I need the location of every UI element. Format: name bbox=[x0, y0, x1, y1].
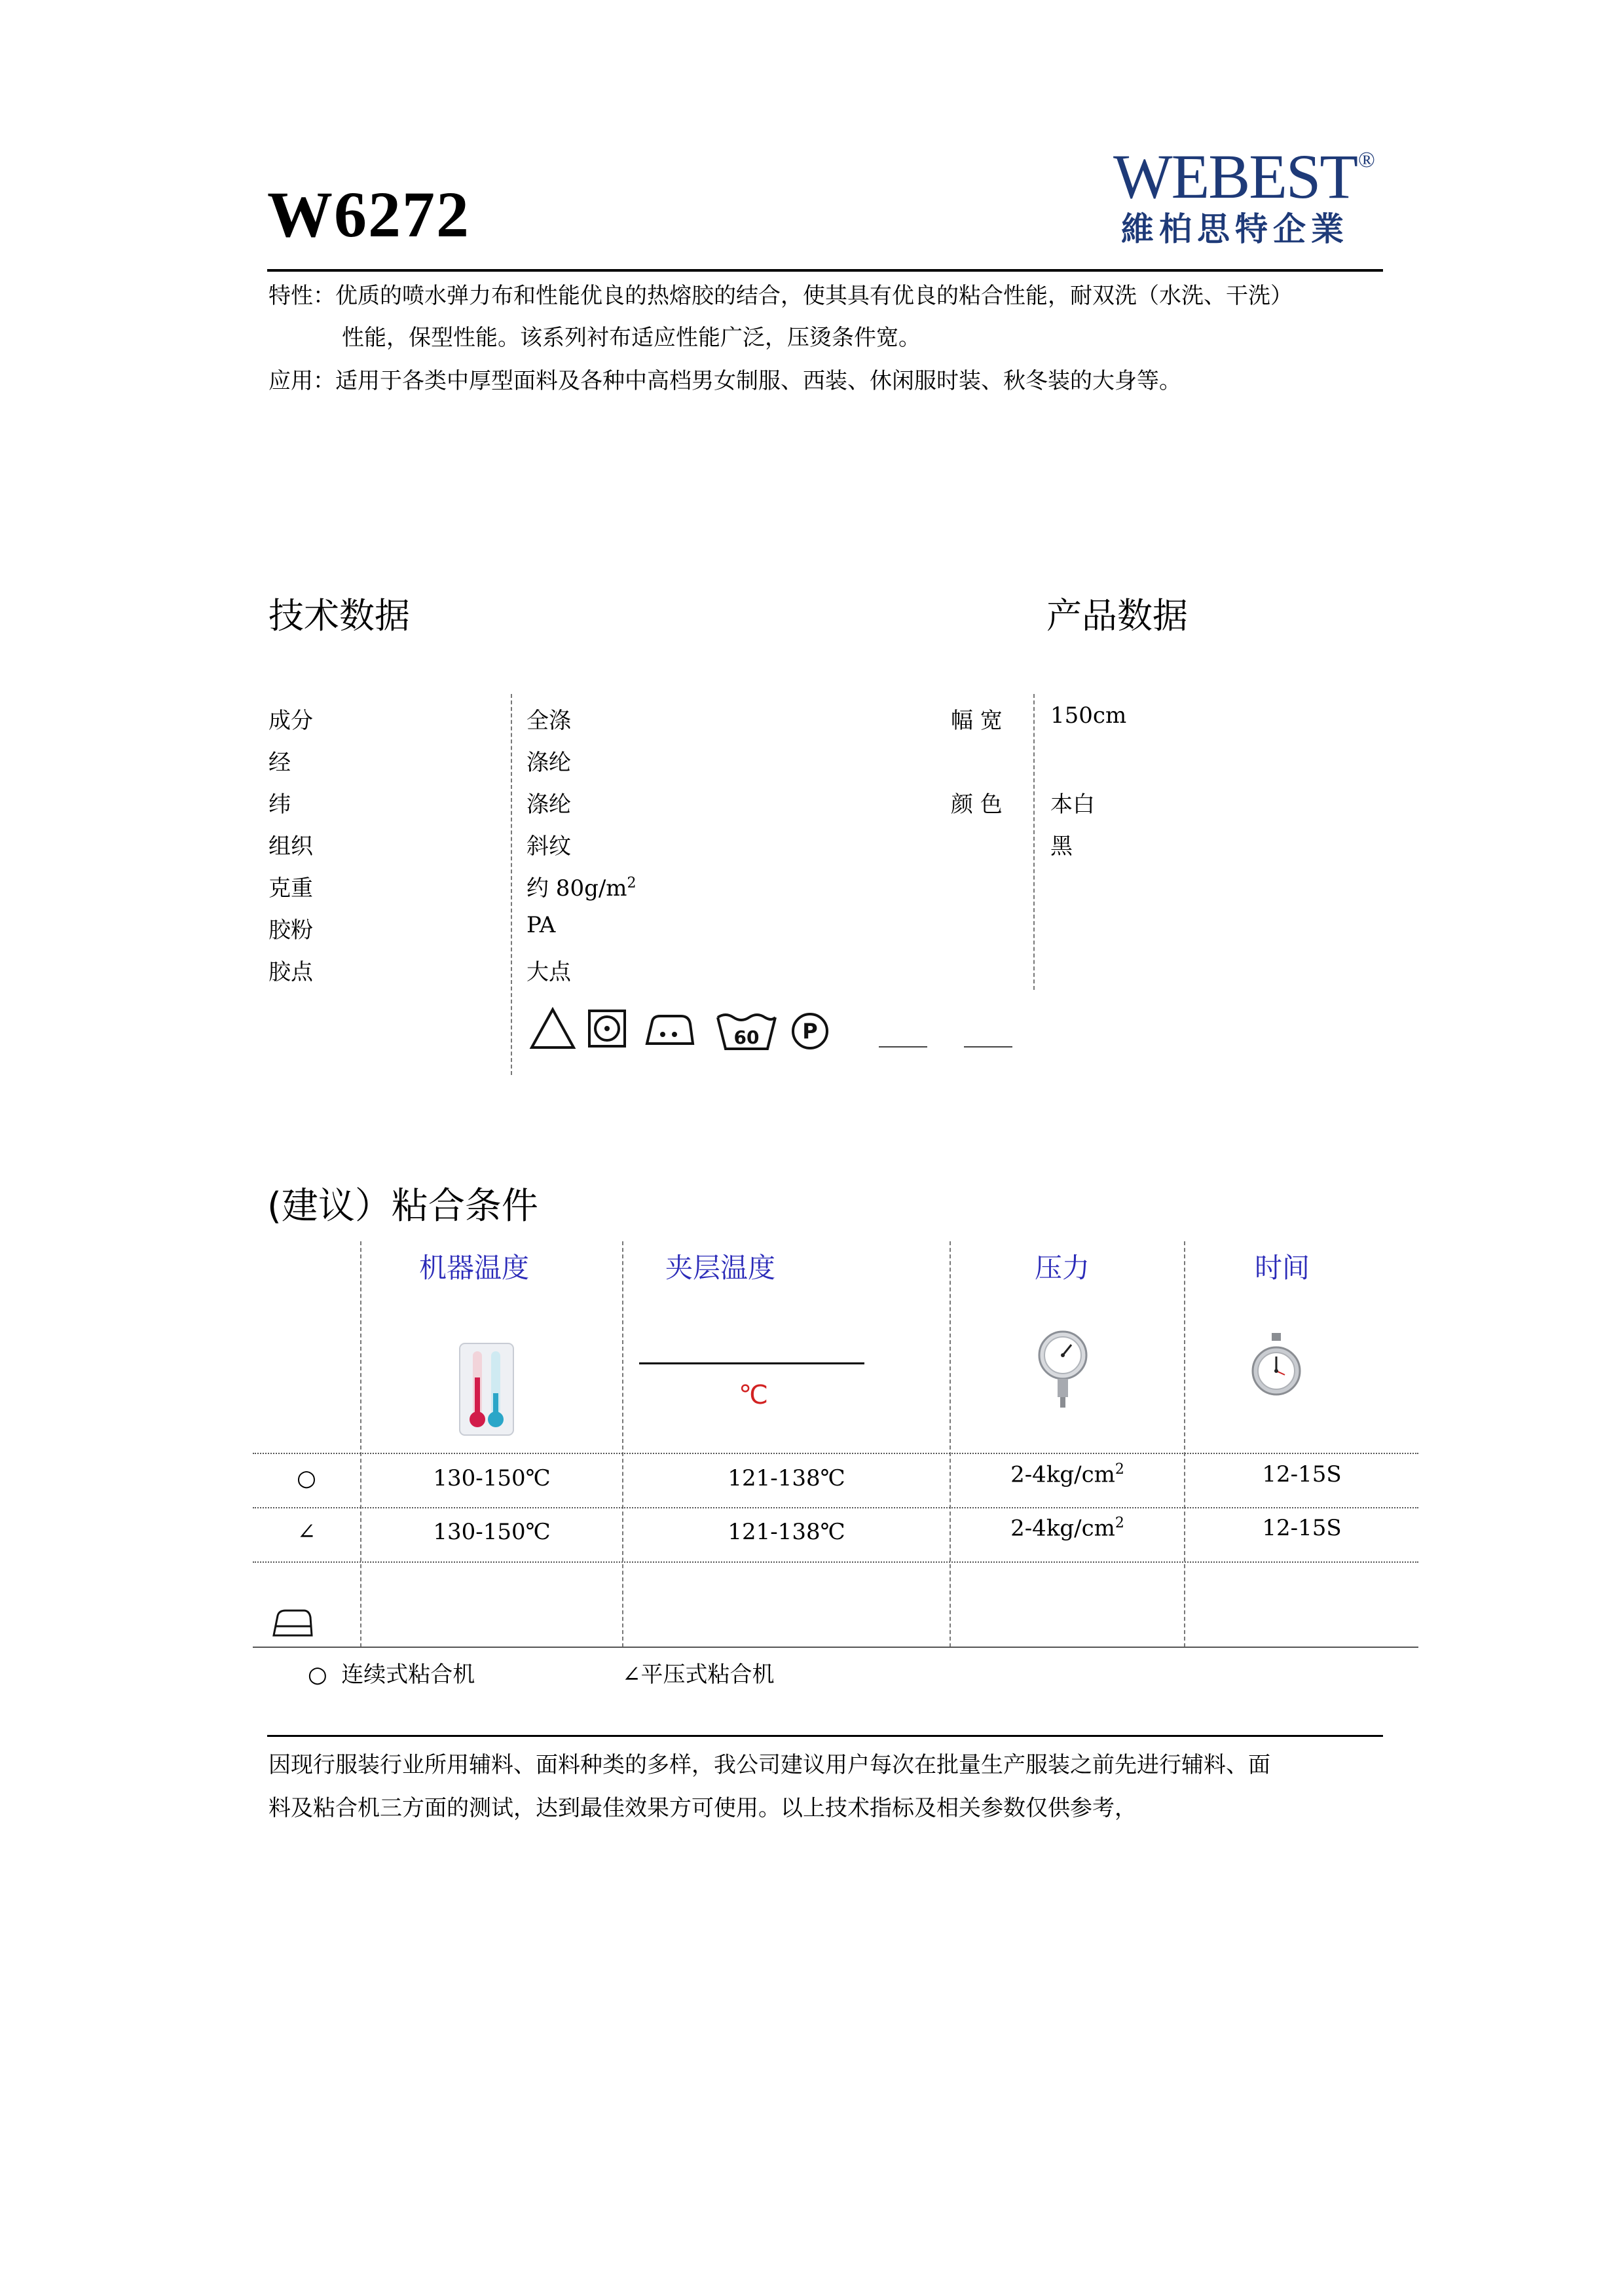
pressure-gauge-icon bbox=[1037, 1329, 1088, 1410]
features-line-1 bbox=[268, 283, 1293, 309]
tech-value-adhesive: PA bbox=[526, 912, 556, 938]
tech-value-weave: 斜纹 bbox=[526, 833, 571, 860]
row2-layer-temp: 121-138℃ bbox=[728, 1519, 845, 1545]
bleach-triangle-icon bbox=[528, 1006, 578, 1051]
tech-label-dot: 胶点 bbox=[268, 959, 313, 985]
tech-data-heading: 技术数据 bbox=[268, 595, 410, 636]
row1-layer-temp: 121-138℃ bbox=[728, 1465, 845, 1491]
wash-temp: 60 bbox=[733, 1027, 760, 1048]
tech-label-composition: 成分 bbox=[268, 708, 313, 734]
stopwatch-icon bbox=[1251, 1332, 1302, 1404]
tech-divider bbox=[511, 694, 512, 1075]
row2-pressure-sup: 2 bbox=[1115, 1515, 1124, 1531]
brand-logo bbox=[1113, 141, 1374, 211]
col-time: 时间 bbox=[1255, 1252, 1310, 1284]
row2-pressure bbox=[951, 1515, 1184, 1541]
col-layer-temp: 夹层温度 bbox=[665, 1252, 776, 1284]
row2-machine-temp: 130-150℃ bbox=[433, 1519, 551, 1545]
row1-symbol: ○ bbox=[297, 1465, 316, 1491]
bond-col-divider-4 bbox=[1184, 1241, 1185, 1647]
legend-symbol-1: ○ bbox=[308, 1662, 327, 1688]
legend-symbol-2: ∠ bbox=[622, 1662, 641, 1688]
tech-value-dot: 大点 bbox=[526, 959, 571, 985]
product-value-color-2: 黑 bbox=[1050, 833, 1073, 860]
tech-label-weft: 纬 bbox=[268, 792, 291, 818]
legend-text-2: 平压式粘合机 bbox=[640, 1662, 775, 1688]
care-blank-2 bbox=[964, 1046, 1012, 1048]
row1-pressure-value: 2-4kg/cm bbox=[1010, 1461, 1115, 1488]
tech-label-weight: 克重 bbox=[268, 875, 313, 902]
row2-time: 12-15S bbox=[1262, 1515, 1342, 1541]
bond-row-line-3 bbox=[253, 1561, 1418, 1563]
dry-clean-p-icon bbox=[790, 1011, 830, 1051]
row2-symbol: ∠ bbox=[297, 1519, 316, 1545]
celsius-symbol: ℃ bbox=[739, 1380, 768, 1410]
bond-row-line-4 bbox=[253, 1647, 1418, 1648]
dryclean-letter: P bbox=[802, 1019, 818, 1044]
logo-text-cn: 維柏思特企業 bbox=[1121, 210, 1349, 248]
thermometer-icon bbox=[458, 1341, 515, 1439]
bond-col-divider-3 bbox=[950, 1241, 951, 1647]
weight-sup: 2 bbox=[627, 875, 637, 892]
legend-continuous bbox=[308, 1656, 475, 1688]
tech-value-weft: 涤纶 bbox=[526, 792, 571, 818]
product-data-heading: 产品数据 bbox=[1046, 595, 1188, 636]
care-blank-1 bbox=[879, 1046, 927, 1048]
bonding-heading: (建议）粘合条件 bbox=[267, 1185, 538, 1228]
features-text-1: 优质的喷水弹力布和性能优良的热熔胶的结合，使其具有优良的粘合性能，耐双洗（水洗、干洗） bbox=[335, 283, 1293, 309]
product-code: W6272 bbox=[267, 178, 470, 251]
col-machine-temp: 机器温度 bbox=[419, 1252, 530, 1284]
row1-time: 12-15S bbox=[1262, 1461, 1342, 1487]
footer-divider bbox=[267, 1735, 1383, 1737]
tumble-dry-icon bbox=[587, 1008, 627, 1049]
product-value-width: 150cm bbox=[1050, 702, 1127, 729]
product-divider bbox=[1033, 694, 1035, 990]
row1-machine-temp: 130-150℃ bbox=[433, 1465, 551, 1491]
legend-flatbed bbox=[622, 1656, 775, 1688]
product-label-color: 颜 色 bbox=[951, 792, 1003, 818]
iron-two-dots-icon bbox=[643, 1012, 695, 1048]
bond-row-line-2 bbox=[253, 1507, 1418, 1508]
tech-label-weave: 组织 bbox=[268, 833, 313, 860]
row1-pressure bbox=[951, 1461, 1184, 1487]
header-divider bbox=[267, 269, 1383, 272]
application-line bbox=[268, 368, 1181, 394]
product-value-color-1: 本白 bbox=[1050, 792, 1095, 818]
row1-pressure-sup: 2 bbox=[1115, 1461, 1124, 1478]
features-text-2: 性能，保型性能。该系列衬布适应性能广泛，压烫条件宽。 bbox=[342, 325, 921, 351]
tech-value-warp: 涤纶 bbox=[526, 750, 571, 776]
tech-label-adhesive: 胶粉 bbox=[268, 917, 313, 943]
hand-iron-icon bbox=[271, 1608, 313, 1638]
row2-pressure-value: 2-4kg/cm bbox=[1010, 1515, 1115, 1542]
tech-value-composition: 全涤 bbox=[526, 708, 571, 734]
col-pressure: 压力 bbox=[1035, 1252, 1090, 1284]
registered-mark: ® bbox=[1357, 148, 1374, 172]
logo-text-en: WEBEST bbox=[1113, 141, 1357, 211]
features-label: 特性： bbox=[268, 283, 335, 309]
bond-col-divider-1 bbox=[360, 1241, 361, 1647]
layer-temp-blank bbox=[639, 1362, 864, 1364]
application-label: 应用： bbox=[268, 368, 335, 394]
tech-value-weight bbox=[526, 870, 637, 902]
tech-label-warp: 经 bbox=[268, 750, 291, 776]
bond-row-line-1 bbox=[253, 1453, 1418, 1454]
wash-60-icon bbox=[715, 1011, 778, 1053]
footer-line-2: 料及粘合机三方面的测试，达到最佳效果方可使用。以上技术指标及相关参数仅供参考， bbox=[268, 1795, 1137, 1821]
weight-value: 约 80g/m bbox=[526, 875, 627, 902]
bond-col-divider-2 bbox=[622, 1241, 623, 1647]
product-label-width: 幅 宽 bbox=[951, 708, 1003, 734]
application-text: 适用于各类中厚型面料及各种中高档男女制服、西装、休闲服时装、秋冬装的大身等。 bbox=[335, 368, 1181, 394]
legend-text-1: 连续式粘合机 bbox=[341, 1662, 475, 1688]
footer-line-1: 因现行服装行业所用辅料、面料种类的多样，我公司建议用户每次在批量生产服装之前先进行辅料、面 bbox=[268, 1752, 1270, 1778]
